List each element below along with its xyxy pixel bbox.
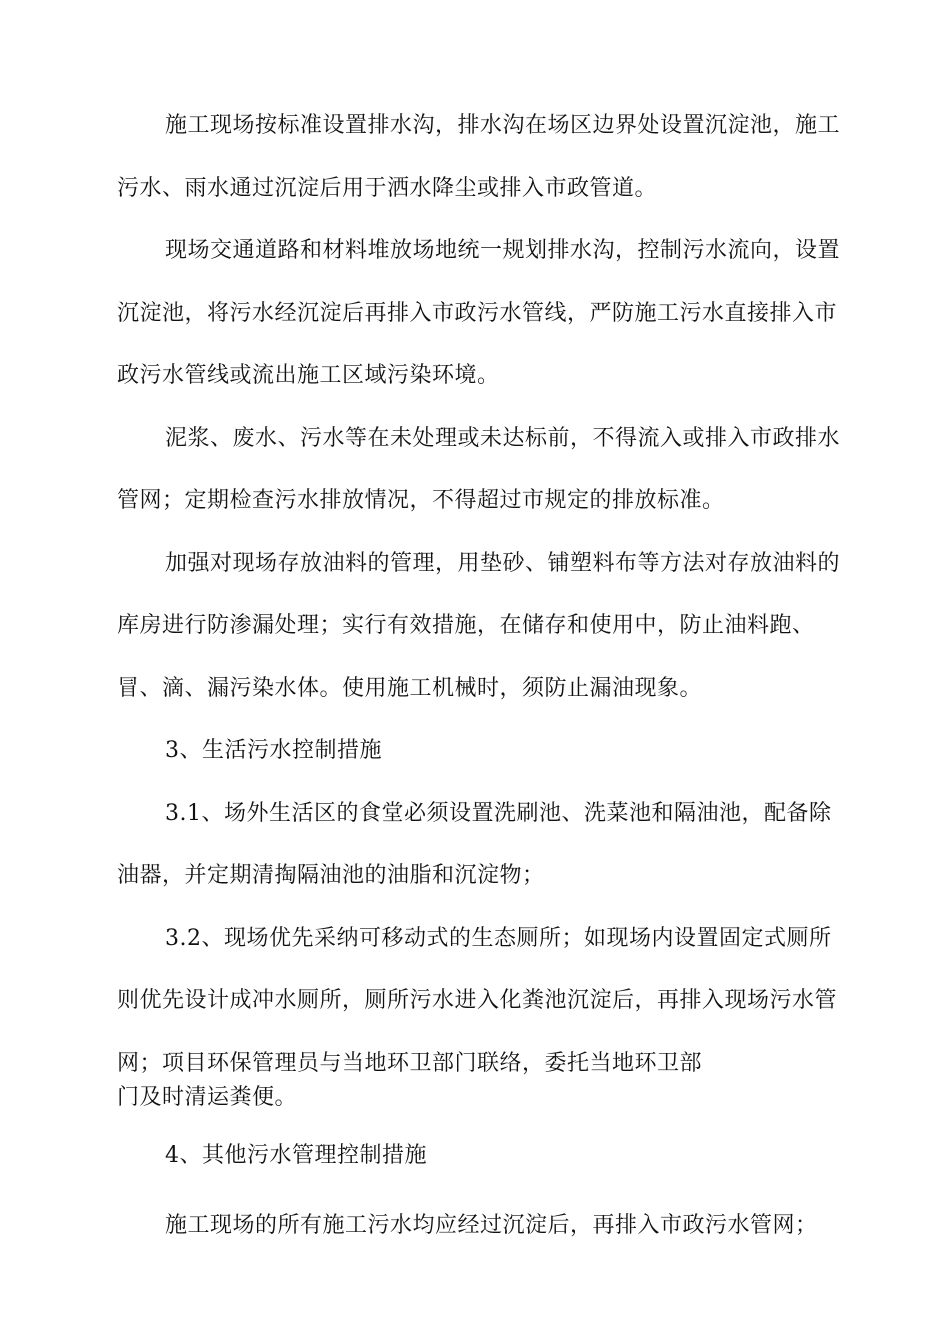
- paragraph-line: 库房进行防渗漏处理；实行有效措施，在储存和使用中，防止油料跑、: [117, 613, 815, 638]
- paragraph-line: 沉淀池，将污水经沉淀后再排入市政污水管线，严防施工污水直接排入市: [117, 301, 838, 326]
- paragraph-line: 现场交通道路和材料堆放场地统一规划排水沟，控制污水流向，设置: [165, 238, 841, 263]
- section-heading: 3、生活污水控制措施: [165, 738, 382, 763]
- paragraph-line: 门及时清运粪便。: [117, 1085, 298, 1110]
- paragraph-line: 政污水管线或流出施工区域污染环境。: [117, 363, 500, 388]
- paragraph-line: 加强对现场存放油料的管理，用垫砂、铺塑料布等方法对存放油料的: [165, 551, 841, 576]
- section-heading: 4、其他污水管理控制措施: [165, 1143, 427, 1168]
- paragraph-line: 污水、雨水通过沉淀后用于洒水降尘或排入市政管道。: [117, 176, 658, 201]
- paragraph-line: 3.1、场外生活区的食堂必须设置洗刷池、洗菜池和隔油池，配备除: [165, 801, 832, 826]
- paragraph-line: 施工现场的所有施工污水均应经过沉淀后，再排入市政污水管网；: [165, 1213, 818, 1238]
- paragraph-line: 施工现场按标准设置排水沟，排水沟在场区边界处设置沉淀池，施工: [165, 113, 841, 138]
- paragraph-line: 管网；定期检查污水排放情况，不得超过市规定的排放标准。: [117, 488, 725, 513]
- paragraph-line: 网；项目环保管理员与当地环卫部门联络，委托当地环卫部: [117, 1051, 703, 1076]
- paragraph-line: 则优先设计成冲水厕所，厕所污水进入化粪池沉淀后，再排入现场污水管: [117, 988, 838, 1013]
- paragraph-line: 泥浆、废水、污水等在未处理或未达标前，不得流入或排入市政排水: [165, 426, 841, 451]
- paragraph-line: 冒、滴、漏污染水体。使用施工机械时，须防止漏油现象。: [117, 676, 703, 701]
- paragraph-line: 3.2、现场优先采纳可移动式的生态厕所；如现场内设置固定式厕所: [165, 926, 832, 951]
- paragraph-line: 油器，并定期清掏隔油池的油脂和沉淀物；: [117, 863, 545, 888]
